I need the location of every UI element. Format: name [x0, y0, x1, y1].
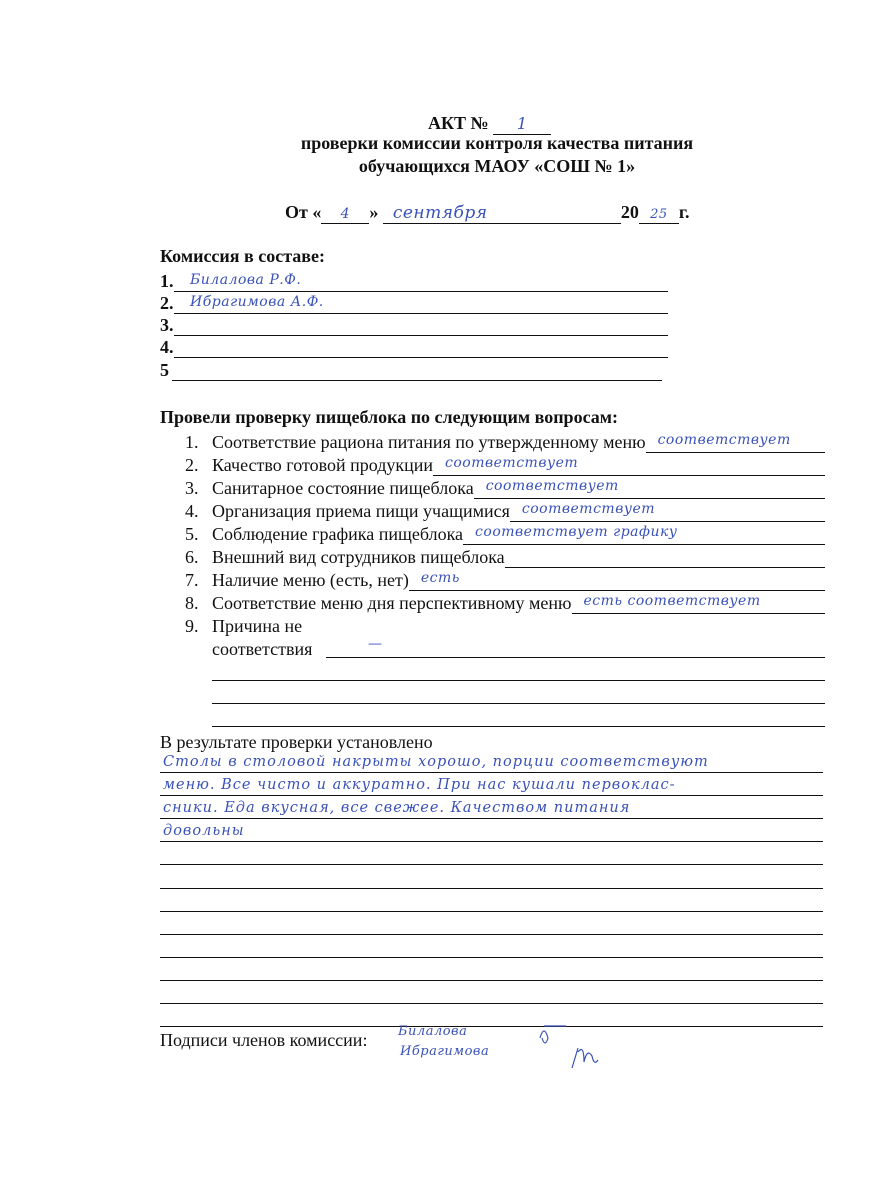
result-line	[160, 841, 823, 842]
item-answer: соответствует	[521, 501, 656, 517]
item-answer: есть	[420, 570, 460, 586]
member-name: Билалова Р.Ф.	[190, 272, 302, 288]
member-line	[174, 335, 668, 336]
item-answer: соответствует	[445, 455, 579, 471]
reason-label-line2: соответствия	[212, 639, 313, 659]
date-mid: »	[369, 202, 379, 222]
result-line	[160, 934, 823, 935]
result-text: довольны	[163, 823, 245, 840]
act-label: АКТ №	[428, 113, 489, 133]
year-suffix: 25	[650, 207, 668, 222]
subtitle-line1: проверки комиссии контроля качества питания	[300, 133, 694, 153]
item-answer: соответствует	[485, 478, 619, 494]
result-line	[160, 911, 823, 912]
act-number: 1	[516, 114, 528, 133]
item-label: Качество готовой продукции	[212, 455, 434, 475]
inspection-item	[212, 524, 825, 545]
reason-num: 9.	[185, 616, 199, 636]
act-date	[285, 202, 690, 224]
inspection-item	[212, 570, 825, 591]
inspection-item	[212, 432, 825, 453]
item-num: 5.	[185, 524, 199, 544]
reason-label-line1: Причина не	[212, 616, 303, 636]
member-num: 3.	[160, 315, 174, 335]
member-num: 1.	[160, 271, 174, 291]
signature-2: Ибрагимова	[400, 1044, 490, 1059]
item-answer: соответствует	[657, 432, 791, 448]
item-num: 6.	[185, 547, 199, 567]
reason-answer: —	[368, 636, 383, 652]
commission-heading: Комиссия в составе:	[160, 246, 325, 266]
inspection-item	[212, 547, 825, 568]
inspection-item	[212, 455, 825, 476]
item-num: 1.	[185, 432, 199, 452]
subtitle-line2: обучающихся МАОУ «СОШ № 1»	[358, 156, 636, 176]
result-line	[160, 1003, 823, 1004]
member-num: 2.	[160, 293, 174, 313]
signature-1: Билалова	[398, 1024, 468, 1039]
result-line	[160, 1026, 823, 1027]
result-line	[160, 795, 823, 796]
member-num: 5	[160, 360, 169, 380]
item-num: 2.	[185, 455, 199, 475]
item-num: 7.	[185, 570, 199, 590]
item-num: 8.	[185, 593, 199, 613]
inspection-item	[212, 501, 825, 522]
inspection-item	[212, 478, 825, 499]
signatures-label: Подписи членов комиссии:	[160, 1030, 368, 1050]
member-line	[174, 291, 668, 292]
item-answer: соответствует графику	[475, 524, 678, 540]
result-line	[160, 980, 823, 981]
item-label: Соответствие меню дня перспективному меню	[212, 593, 572, 613]
member-line	[174, 313, 668, 314]
item-num: 3.	[185, 478, 199, 498]
item-answer: есть соответствует	[583, 593, 761, 609]
result-line	[160, 772, 823, 773]
item-label: Организация приема пищи учащимися	[212, 501, 510, 521]
date-month: сентября	[392, 203, 488, 223]
date-prefix: От «	[285, 202, 322, 222]
blank-line	[212, 703, 825, 704]
item-label: Соответствие рациона питания по утвержденному меню	[212, 432, 646, 452]
blank-line	[212, 726, 825, 727]
year-end: г.	[678, 202, 690, 222]
member-line	[172, 380, 662, 381]
act-title	[428, 113, 551, 135]
result-heading: В результате проверки установлено	[160, 732, 433, 752]
item-label: Санитарное состояние пищеблока	[212, 478, 474, 498]
inspection-heading: Провели проверку пищеблока по следующим вопросам:	[160, 407, 619, 427]
result-text: Столы в столовой накрыты хорошо, порции соответствуют	[163, 754, 709, 770]
inspection-item	[212, 593, 825, 614]
result-line	[160, 888, 823, 889]
result-line	[160, 818, 823, 819]
member-line	[174, 357, 668, 358]
signature-scribble-icon	[530, 1018, 620, 1078]
item-label: Соблюдение графика пищеблока	[212, 524, 464, 544]
member-num: 4.	[160, 337, 174, 357]
item-label: Внешний вид сотрудников пищеблока	[212, 547, 505, 567]
result-text: сники. Еда вкусная, все свежее. Качеством питания	[163, 800, 631, 817]
member-name: Ибрагимова А.Ф.	[190, 294, 324, 310]
item-num: 4.	[185, 501, 199, 521]
reason-line	[326, 657, 825, 658]
date-day: 4	[340, 206, 351, 222]
blank-line	[212, 680, 825, 681]
result-line	[160, 864, 823, 865]
result-text: меню. Все чисто и аккуратно. При нас кушали первоклас-	[163, 777, 676, 794]
item-label: Наличие меню (есть, нет)	[212, 570, 409, 590]
year-prefix: 20	[620, 202, 639, 222]
result-line	[160, 957, 823, 958]
